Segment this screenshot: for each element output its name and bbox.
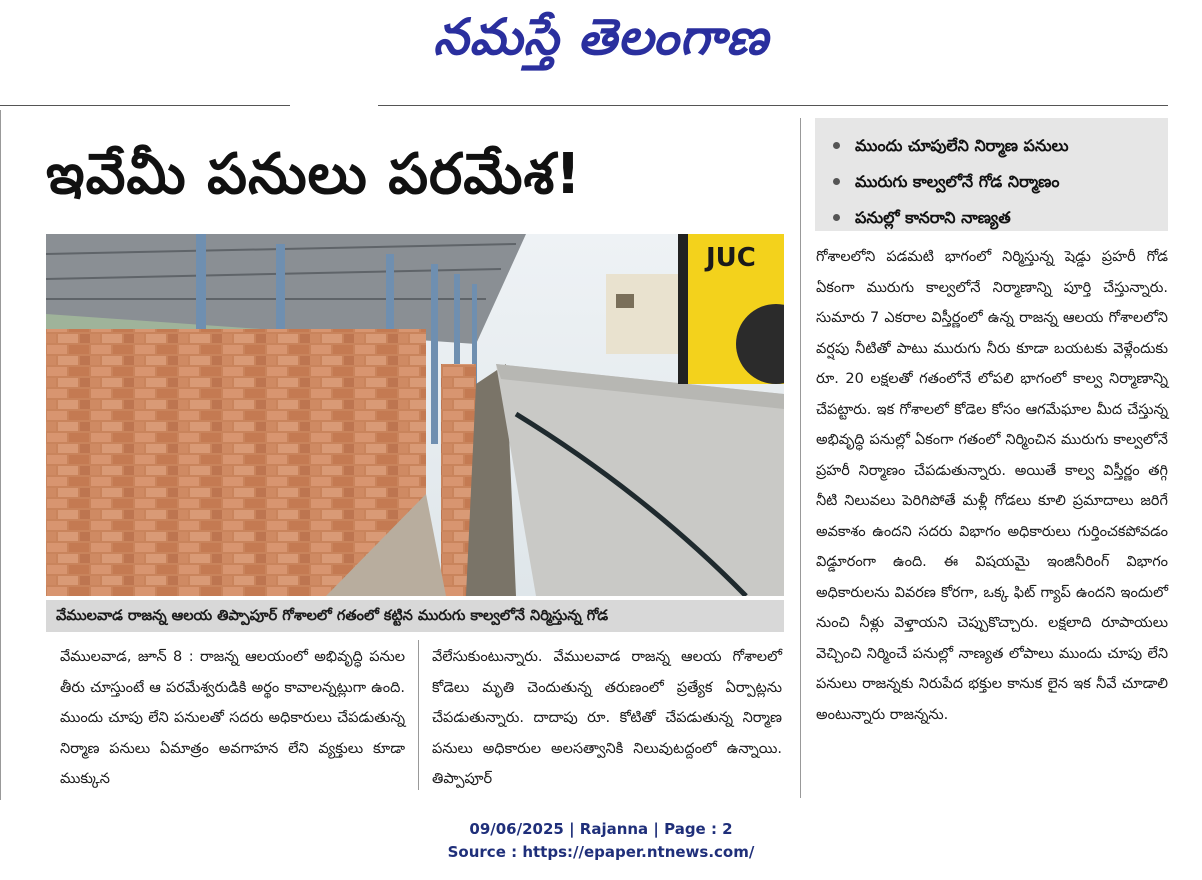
headline: ఇవేమీ పనులు పరమేశ! [46, 142, 582, 207]
column-divider-main [800, 118, 801, 798]
photo-illustration [46, 234, 784, 596]
newspaper-logo: నమస్తే తెలంగాణ [433, 8, 769, 66]
column-divider-lower [418, 640, 419, 790]
highlights-box [815, 118, 1168, 231]
masthead-rule-right [378, 105, 1168, 106]
masthead [0, 0, 1202, 80]
source-link[interactable]: Source : https://epaper.ntnews.com/ [447, 843, 755, 861]
highlight-item: మురుగు కాల్వలోనే గోడ నిర్మాణం [829, 164, 1168, 200]
sign-text: JUC [706, 243, 756, 273]
news-photo [46, 234, 784, 596]
left-page-edge [0, 110, 1, 800]
article-column-1 [60, 642, 405, 795]
photo-caption: వేములవాడ రాజన్న ఆలయ తిప్పాపూర్ గోశాలలో గతంలో కట్టిన మురుగు కాల్వలోనే నిర్మిస్తున్న గోడ [46, 600, 784, 632]
article-text: గోశాలలోని పడమటి భాగంలో నిర్మిస్తున్న షెడ్డు ప్రహరీ గోడ ఏకంగా మురుగు కాల్వలోనే నిర్మాణాన్ని పూర్తి చేస్తున్నారు. సుమారు 7 ఎకరాల విస్తీర్ణంలో ఉన్న రాజన్న ఆలయ గోశాలలోని వర్షపు నీటితో పాటు మురుగు నీరు కూడా బయటకు వెళ్లేందుకు రూ. 20 లక్షలతో గతంలోనే లోపలి భాగంలో కాల్వ నిర్మాణాన్ని చేపట్టారు. ఇక గోశాలలో కోడెల కోసం ఆగమేఘాల మీద చేస్తున్న అభివృద్ధి పనుల్లో ఏకంగా గతంలో నిర్మించిన మురుగు కాల్వలోనే ప్రహరీ నిర్మాణం చేపడుతున్నారు. అయితే కాల్వ విస్తీర్ణం తగ్గి నీటి నిలువలు పెరిగిపోతే మళ్లీ గోడలు కూలి ప్రమాదాలు జరిగే అవకాశం ఉందని సదరు విభాగం అధికారులు గుర్తించకపోవడం విడ్డూరంగా ఉంది. ఈ విషయమై ఇంజినీరింగ్ విభాగం అధికారులను వివరణ కోరగా, ఒక్క ఫిట్ గ్యాప్ ఉందని ఇందులో నుంచి నీళ్లు వెళ్తాయని చెప్పుకొచ్చారు. లక్షలాది రూపాయలు వెచ్చించి నిర్మించే పనుల్లో నాణ్యత లోపాలు ముందు చూపు లేని పనులు రాజన్నకు నిరుపేద భక్తుల కానుక లైన ఇక నీవే చూడాలి అంటున్నారు రాజన్నను. [816, 249, 1168, 723]
page-footer [0, 818, 1202, 864]
article-text: వేలేసుకుంటున్నారు. వేములవాడ రాజన్న ఆలయ గోశాలలో కోడెలు మృతి చెందుతున్న తరుణంలో ప్రత్యేక ఏర్పాట్లను చేపడుతున్నారు. దాదాపు రూ. కోటితో చేపడుతున్న నిర్మాణ పనులు అధికారుల అలసత్వానికి నిలువుటద్దంలో ఉన్నాయి. తిప్పాపూర్ [432, 649, 782, 787]
article-column-3 [816, 242, 1168, 730]
article-column-2 [432, 642, 782, 795]
article-text: వేములవాడ, జూన్ 8 : రాజన్న ఆలయంలో అభివృద్ధి పనుల తీరు చూస్తుంటే ఆ పరమేశ్వరుడికి అర్థం కావాలన్నట్లుగా ఉంది. ముందు చూపు లేని పనులతో సదరు అధికారులు చేపడుతున్న నిర్మాణ పనులు ఏమాత్రం అవగాహన లేని వ్యక్తులు కూడా ముక్కున [60, 649, 405, 787]
highlight-item: ముందు చూపులేని నిర్మాణ పనులు [829, 128, 1168, 164]
masthead-rule-left [0, 105, 290, 106]
edition-info: 09/06/2025 | Rajanna | Page : 2 [469, 820, 733, 838]
highlight-item: పనుల్లో కానరాని నాణ్యత [829, 200, 1168, 236]
